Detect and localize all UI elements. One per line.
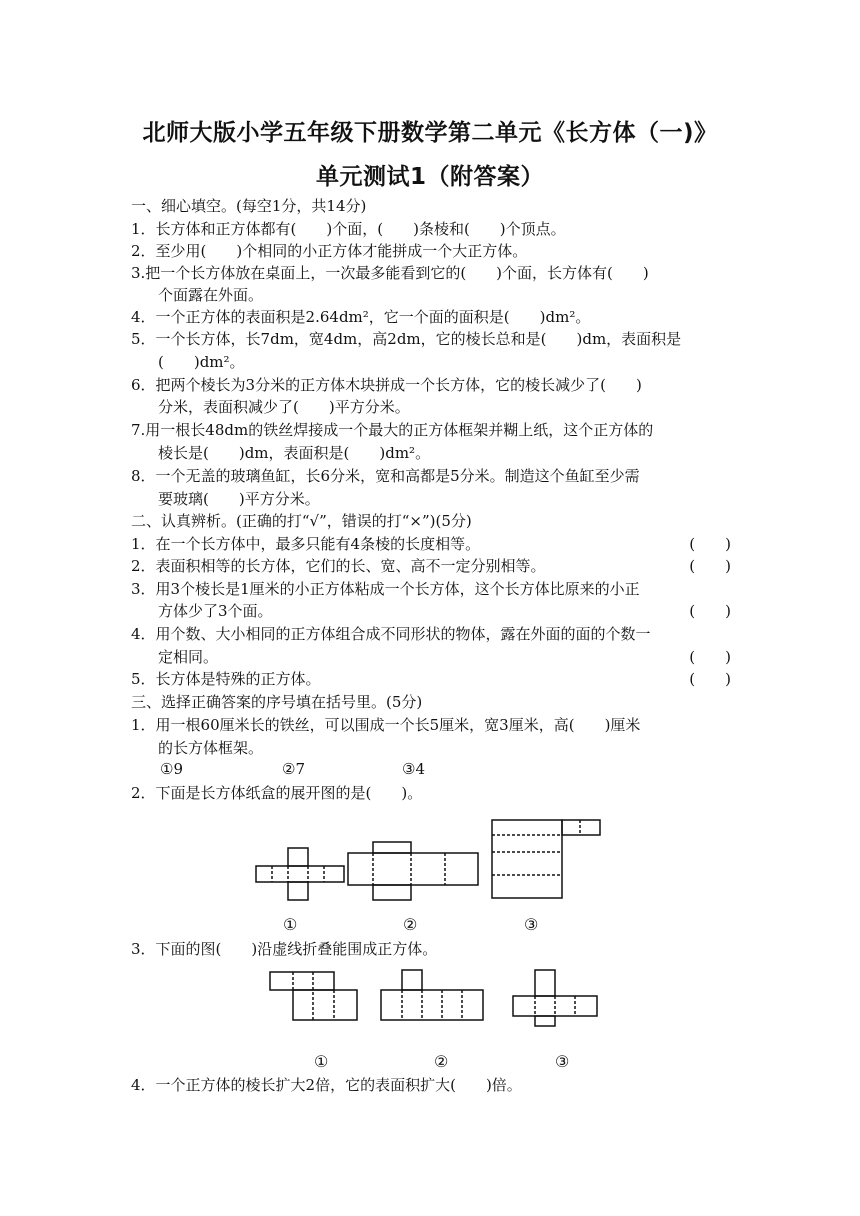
figure-label-1: ①: [314, 1052, 329, 1071]
answer-paren: ( ): [689, 670, 731, 688]
s1-line: 1．长方体和正方体都有( )个面，( )条棱和( )个顶点。: [131, 220, 566, 238]
s1-line: 3.把一个长方体放在桌面上，一次最多能看到它的( )个面，长方体有( ): [131, 264, 649, 282]
answer-paren: ( ): [689, 648, 731, 666]
figure-label-3: ③: [555, 1052, 570, 1071]
s2-line: 3．用3个棱长是1厘米的小正方体粘成一个长方体，这个长方体比原来的小正: [131, 580, 640, 598]
s3-q4: 4．一个正方体的棱长扩大2倍，它的表面积扩大( )倍。: [131, 1076, 522, 1094]
option-2: ②7: [282, 760, 305, 778]
s2-line: 定相同。: [158, 648, 219, 666]
option-3: ③4: [402, 760, 425, 778]
s1-line: 分米，表面积减少了( )平方分米。: [158, 398, 410, 416]
s3-q1: 1．用一根60厘米长的铁丝，可以围成一个长5厘米，宽3厘米，高( )厘米: [131, 716, 641, 734]
s1-line: 7.用一根长48dm的铁丝焊接成一个最大的正方体框架并糊上纸，这个正方体的: [131, 421, 654, 439]
s2-line: 2．表面积相等的长方体，它们的长、宽、高不一定分别相等。: [131, 557, 546, 575]
s1-line: 要玻璃( )平方分米。: [158, 490, 320, 508]
option-1: ①9: [160, 760, 183, 778]
s2-line: 方体少了3个面。: [158, 602, 273, 620]
s1-line: 6．把两个棱长为3分米的正方体木块拼成一个长方体，它的棱长减少了( ): [131, 376, 642, 394]
q3-nets-figure: [265, 966, 610, 1028]
q2-nets-figure: [250, 815, 610, 915]
answer-paren: ( ): [689, 557, 731, 575]
figure-label-2: ②: [434, 1052, 449, 1071]
s2-line: 5．长方体是特殊的正方体。: [131, 670, 321, 688]
s3-q3: 3．下面的图( )沿虚线折叠能围成正方体。: [131, 940, 438, 958]
answer-paren: ( ): [689, 602, 731, 620]
s1-line: ( )dm²。: [158, 353, 245, 371]
s3-q2: 2．下面是长方体纸盒的展开图的是( )。: [131, 784, 423, 802]
section2-heading: 二、认真辨析。(正确的打“√”，错误的打“×”)(5分): [131, 512, 472, 530]
figure-label-2: ②: [403, 915, 418, 934]
section3-heading: 三、选择正确答案的序号填在括号里。(5分): [131, 693, 423, 711]
figure-label-3: ③: [524, 915, 539, 934]
s2-line: 1．在一个长方体中，最多只能有4条棱的长度相等。: [131, 535, 481, 553]
s1-line: 个面露在外面。: [158, 286, 264, 304]
page-title: 北师大版小学五年级下册数学第二单元《长方体（一)》: [142, 120, 718, 146]
page-subtitle: 单元测试1（附答案）: [315, 164, 544, 190]
s1-line: 棱长是( )dm，表面积是( )dm²。: [158, 444, 431, 462]
section1-heading: 一、细心填空。(每空1分，共14分): [131, 197, 367, 215]
s1-line: 5．一个长方体，长7dm，宽4dm，高2dm，它的棱长总和是( )dm，表面积是: [131, 330, 682, 348]
s1-line: 4．一个正方体的表面积是2.64dm²，它一个面的面积是( )dm²。: [131, 308, 591, 326]
s2-line: 4．用个数、大小相同的正方体组合成不同形状的物体，露在外面的面的个数一: [131, 625, 651, 643]
s3-q1-cont: 的长方体框架。: [158, 739, 264, 757]
s1-line: 8．一个无盖的玻璃鱼缸，长6分米，宽和高都是5分米。制造这个鱼缸至少需: [131, 467, 640, 485]
answer-paren: ( ): [689, 535, 731, 553]
s1-line: 2．至少用( )个相同的小正方体才能拼成一个大正方体。: [131, 242, 528, 260]
figure-label-1: ①: [283, 915, 298, 934]
